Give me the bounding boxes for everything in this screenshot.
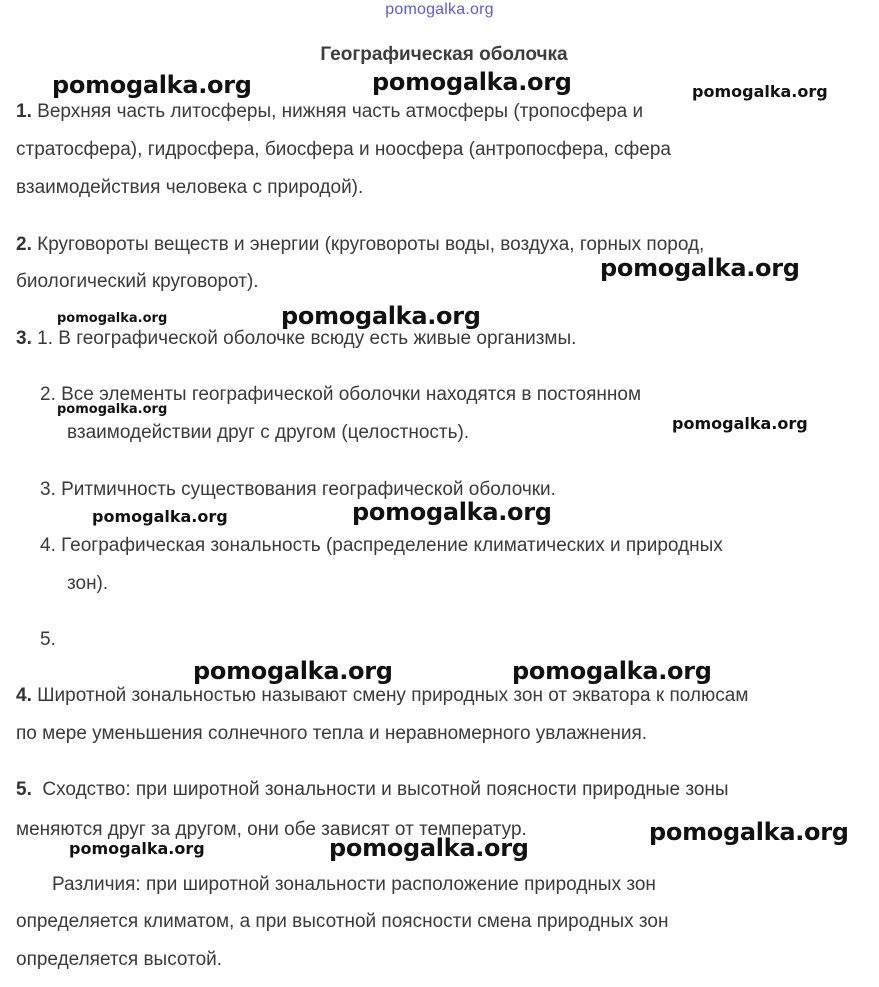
- watermark: pomogalka.org: [512, 657, 712, 685]
- answer-1-number: 1.: [16, 101, 32, 122]
- answer-4-number: 4.: [16, 685, 32, 706]
- answer-3-item-5: 5.: [40, 629, 56, 650]
- answer-3-item-3: 3. Ритмичность существования географической оболочки.: [40, 479, 556, 500]
- page-title: Географическая оболочка: [320, 44, 568, 65]
- answer-2-text-1: Круговороты веществ и энергии (круговороты воды, воздуха, горных пород,: [37, 234, 705, 255]
- answer-2-line-2: биологический круговорот).: [16, 271, 259, 292]
- watermark: pomogalka.org: [281, 302, 481, 330]
- answer-5-text-1: Сходство: при широтной зональности и высотной поясности природные зоны: [42, 779, 729, 800]
- watermark: pomogalka.org: [52, 71, 252, 99]
- watermark: pomogalka.org: [649, 818, 849, 846]
- answer-3-item-2-line-2: взаимодействии друг с другом (целостность).: [67, 422, 470, 443]
- watermark: pomogalka.org: [92, 507, 228, 526]
- answer-1-line-3: взаимодействия человека с природой).: [16, 177, 364, 198]
- watermark: pomogalka.org: [352, 498, 552, 526]
- watermark: pomogalka.org: [193, 657, 393, 685]
- watermark: pomogalka.org: [57, 311, 168, 326]
- answer-5-line-1: [16, 778, 729, 802]
- answer-5-line-2: меняются друг за другом, они обе зависят от температур.: [16, 819, 527, 840]
- answer-1-line-2: стратосфера), гидросфера, биосфера и ноосфера (антропосфера, сфера: [16, 139, 671, 160]
- answer-1-text-1: Верхняя часть литосферы, нижняя часть атмосферы (тропосфера и: [37, 101, 644, 122]
- answer-3-item-4-line-2: зон).: [67, 573, 109, 594]
- watermark: pomogalka.org: [600, 254, 800, 282]
- watermark: pomogalka.org: [57, 402, 168, 417]
- answer-3-item-4-line-1: 4. Географическая зональность (распределение климатических и природных: [40, 535, 723, 556]
- answer-4-line-2: по мере уменьшения солнечного тепла и неравномерного увлажнения.: [16, 723, 648, 744]
- answer-3-item-1: 1. В географической оболочке всюду есть живые организмы.: [37, 328, 577, 349]
- answer-2-number: 2.: [16, 234, 32, 255]
- site-link[interactable]: pomogalka.org: [385, 1, 494, 18]
- answer-4-text-1: Широтной зональностью называют смену природных зон от экватора к полюсам: [37, 685, 749, 706]
- watermark: pomogalka.org: [672, 414, 808, 433]
- answer-4-line-1: [16, 684, 748, 708]
- watermark: pomogalka.org: [69, 839, 205, 858]
- answer-1-line-1: [16, 100, 643, 124]
- answer-3-item-2-line-1: 2. Все элементы географической оболочки находятся в постоянном: [40, 384, 642, 405]
- answer-5-line-4: определяется климатом, а при высотной поясности смена природных зон: [16, 911, 669, 932]
- answer-5-line-3: Различия: при широтной зональности расположение природных зон: [52, 874, 656, 895]
- answer-5-number: 5.: [16, 779, 32, 800]
- answer-3-number: 3.: [16, 328, 32, 349]
- watermark: pomogalka.org: [692, 82, 828, 101]
- answer-5-line-5: определяется высотой.: [16, 949, 223, 970]
- watermark: pomogalka.org: [329, 834, 529, 862]
- answer-3-line-1: [16, 327, 576, 351]
- watermark: pomogalka.org: [372, 68, 572, 96]
